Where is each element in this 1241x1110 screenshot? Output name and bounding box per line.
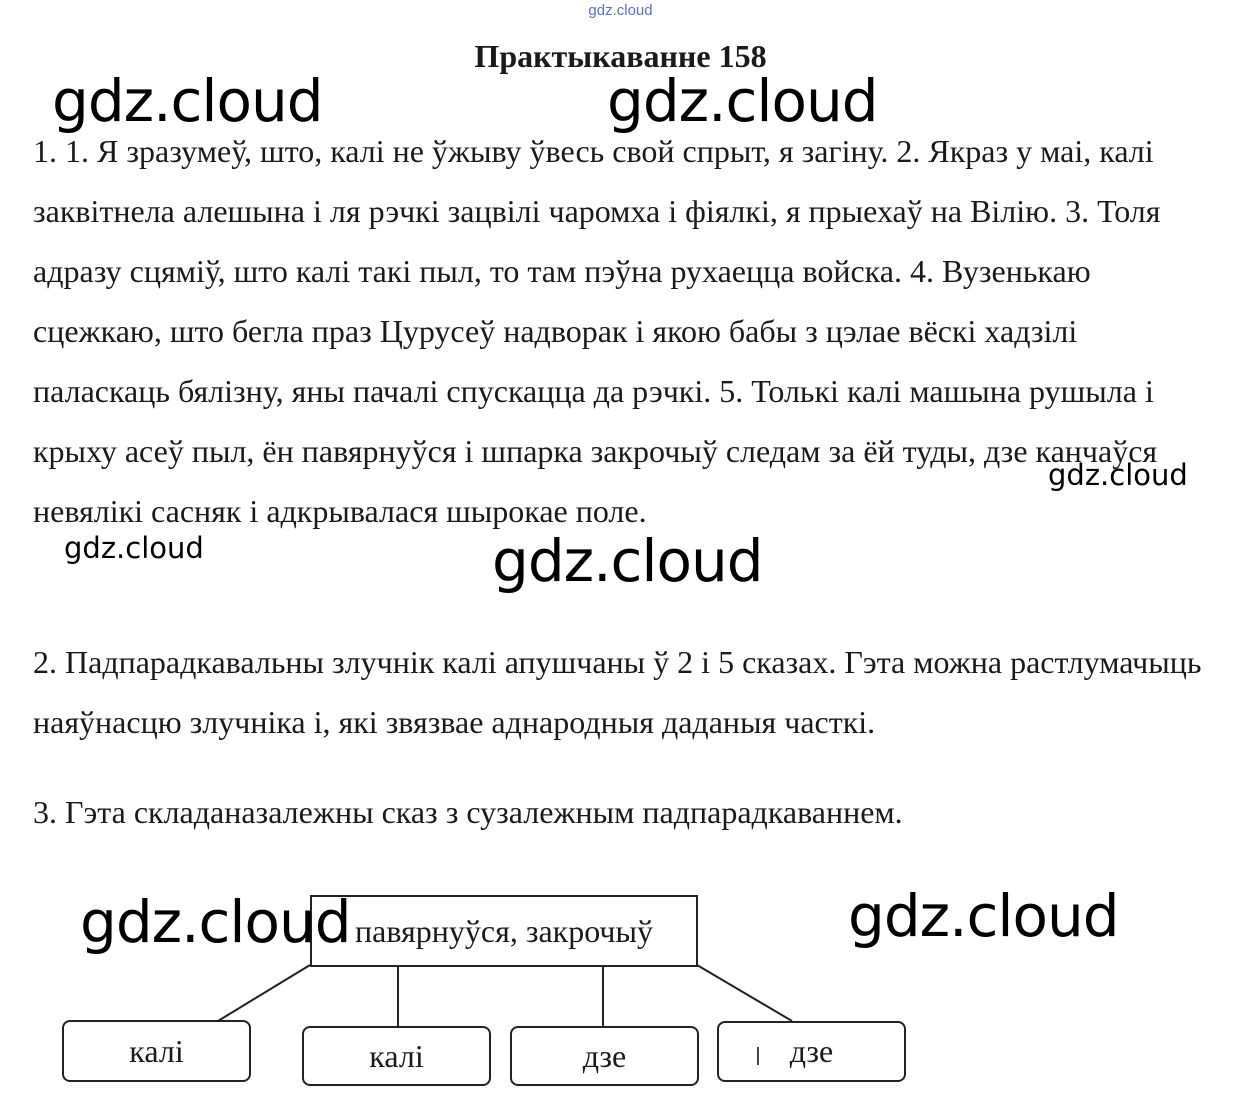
answer-paragraph-3: 3. Гэта складаназалежны сказ з сузалежным падпарадкаваннем. bbox=[33, 794, 903, 830]
watermark: gdz.cloud bbox=[492, 527, 763, 595]
watermark: gdz.cloud bbox=[607, 67, 878, 135]
watermark: gdz.cloud bbox=[1048, 458, 1188, 492]
watermark: gdz.cloud bbox=[64, 531, 204, 565]
diagram-child-box-2: калі bbox=[302, 1026, 491, 1086]
answer-paragraph-2: 2. Падпарадкавальны злучнік калі апушчаны ў 2 і 5 сказах. Гэта можна растлумачыць наяўнасцю злучніка і, які звязвае аднародныя даданыя часткі. bbox=[33, 644, 1202, 740]
diagram-child-box-1: калі bbox=[62, 1020, 251, 1082]
page-title: Практыкаванне 158 bbox=[474, 38, 767, 74]
watermark: gdz.cloud bbox=[848, 882, 1119, 950]
diagram-child-box-4: дзе bbox=[717, 1021, 906, 1082]
diagram-main-box: павярнуўся, закрочыў bbox=[310, 895, 698, 967]
diagram-child-box-3: дзе bbox=[510, 1026, 699, 1086]
answer-paragraph-1: 1. 1. Я зразумеў, што, калі не ўжыву ўвесь свой спрыт, я загіну. 2. Якраз у маі, калі заквітнела алешына і ля рэчкі зацвілі чаромха і фіялкі, я прыехаў на Вілію. 3. Толя адразу сцяміў, што калі такі пыл, то там пэўна рухаецца войска. 4. Вузенькаю сцежкаю, што бегла праз Цурусеў надворак і якою бабы з цэлае вёскі хадзілі паласкаць бялізну, яны пачалі спускацца да рэчкі. 5. Толькі калі машына рушыла і крыху асеў пыл, ён павярнуўся і шпарка закрочыў следам за ёй туды, дзе канчаўся невялікі сасняк і адкрывалася шырокае поле. bbox=[33, 133, 1161, 529]
watermark: gdz.cloud bbox=[80, 888, 351, 956]
watermark: gdz.cloud bbox=[52, 67, 323, 135]
site-mark: gdz.cloud bbox=[588, 2, 653, 19]
text-cursor-mark bbox=[757, 1047, 759, 1065]
